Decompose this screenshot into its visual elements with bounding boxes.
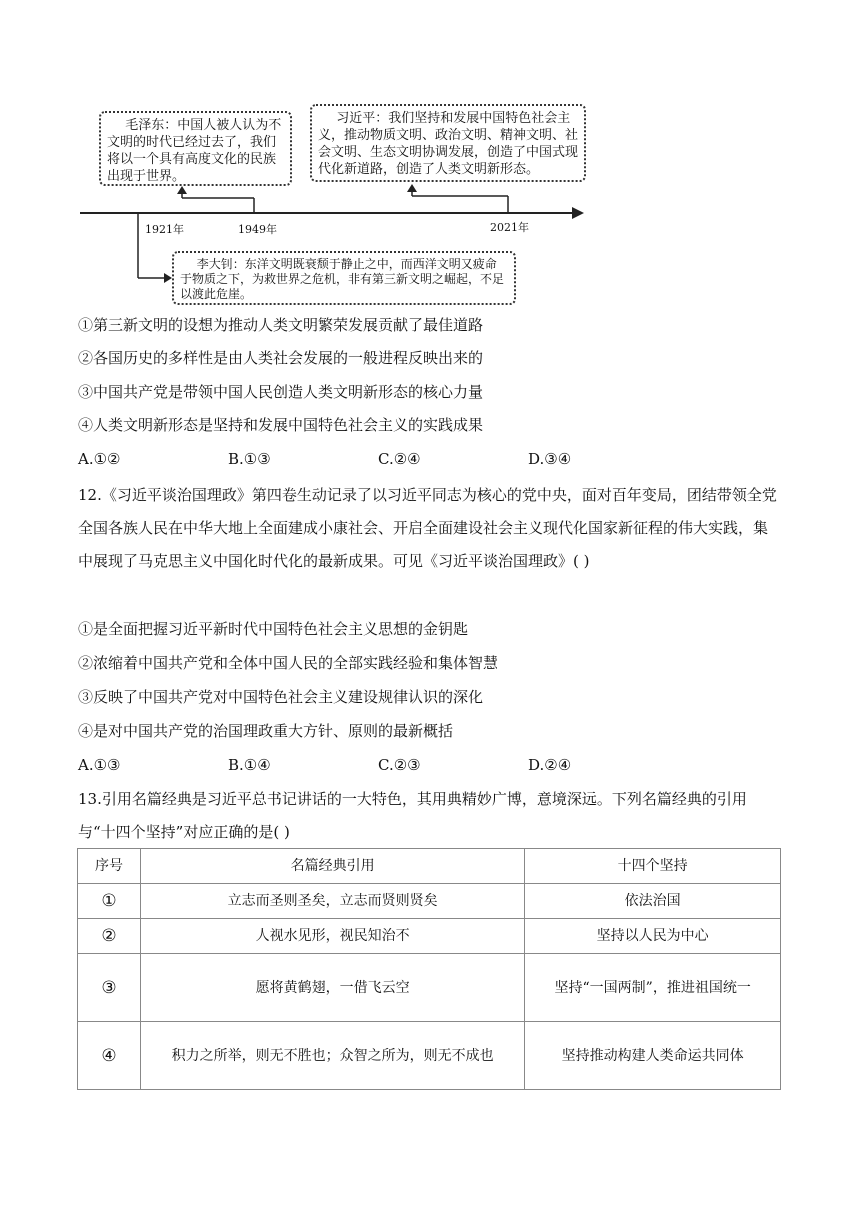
row-quote: 立志而圣则圣矣，立志而贤则贤矣 [140,884,524,919]
q13-table [77,848,781,1090]
q12-option-d[interactable]: D.②④ [528,756,572,774]
q12-statement-2: ②浓缩着中国共产党和全体中国人民的全部实践经验和集体智慧 [78,654,499,672]
q12-statement-1: ①是全面把握习近平新时代中国特色社会主义思想的金钥匙 [78,620,469,638]
q11-option-b[interactable]: B.①③ [228,450,271,468]
q13-stem: 13.引用名篇经典是习近平总书记讲话的一大特色，其用典精妙广博，意境深远。下列名篇经典的引用与“十四个坚持”对应正确的是( ) [78,790,747,841]
row-principle: 坚持“一国两制”，推进祖国统一 [525,954,781,1022]
q11-statement-4: ④人类文明新形态是坚持和发展中国特色社会主义的实践成果 [78,416,484,434]
header-principle: 十四个坚持 [525,849,781,884]
row-principle: 依法治国 [525,884,781,919]
header-quote: 名篇经典引用 [140,849,524,884]
table-row [78,954,781,1022]
row-index: ③ [78,954,141,1022]
row-index: ① [78,884,141,919]
q11-statement-1: ①第三新文明的设想为推动人类文明繁荣发展贡献了最佳道路 [78,316,484,334]
xi-quote: 习近平：我们坚持和发展中国特色社会主义，推动物质文明、政治文明、精神文明、社会文明、生态文明协调发展，创造了中国式现代化新道路，创造了人类文明新形态。 [318,111,579,177]
row-quote: 人视水见形，视民知治不 [140,919,524,954]
q11-statement-2: ②各国历史的多样性是由人类社会发展的一般进程反映出来的 [78,349,484,367]
q11-option-a[interactable]: A.①② [78,450,121,468]
row-quote: 愿将黄鹤翅，一借飞云空 [140,954,524,1022]
mao-quote: 毛泽东：中国人被人认为不文明的时代已经过去了，我们将以一个具有高度文化的民族出现于世界。 [107,118,282,184]
mao-quote-box [99,111,292,186]
q12-option-b[interactable]: B.①④ [228,756,271,774]
row-index: ② [78,919,141,954]
year-2021: 2021年 [490,221,529,234]
year-1921: 1921年 [145,223,184,236]
table-row [78,919,781,954]
q12-option-a[interactable]: A.①③ [78,756,121,774]
row-quote: 积力之所举，则无不胜也；众智之所为，则无不成也 [140,1022,524,1090]
table-row [78,884,781,919]
xi-quote-box [310,104,586,182]
table-row [78,1022,781,1090]
q11-statement-3: ③中国共产党是带领中国人民创造人类文明新形态的核心力量 [78,383,484,401]
q11-option-d[interactable]: D.③④ [528,450,572,468]
q11-option-c[interactable]: C.②④ [378,450,421,468]
q12-stem: 12.《习近平谈治国理政》第四卷生动记录了以习近平同志为核心的党中央，面对百年变局，团结带领全党全国各族人民在中华大地上全面建成小康社会、开启全面建设社会主义现代化国家新征程的伟大实践，集中展现了马克思主义中国化时代化的最新成果。可见《习近平谈治国理政》( ) [78,486,777,570]
li-quote: 李大钊：东洋文明既衰颓于静止之中，而西洋文明又疲命于物质之下，为救世界之危机，非有第三新文明之崛起，不足以渡此危崖。 [180,257,505,301]
year-1949: 1949年 [238,223,277,236]
row-index: ④ [78,1022,141,1090]
table-header-row [78,849,781,884]
row-principle: 坚持以人民为中心 [525,919,781,954]
q12-statement-4: ④是对中国共产党的治国理政重大方针、原则的最新概括 [78,722,454,740]
q12-option-c[interactable]: C.②③ [378,756,421,774]
li-quote-box [172,251,516,305]
row-principle: 坚持推动构建人类命运共同体 [525,1022,781,1090]
header-index: 序号 [78,849,141,884]
q12-statement-3: ③反映了中国共产党对中国特色社会主义建设规律认识的深化 [78,688,484,706]
